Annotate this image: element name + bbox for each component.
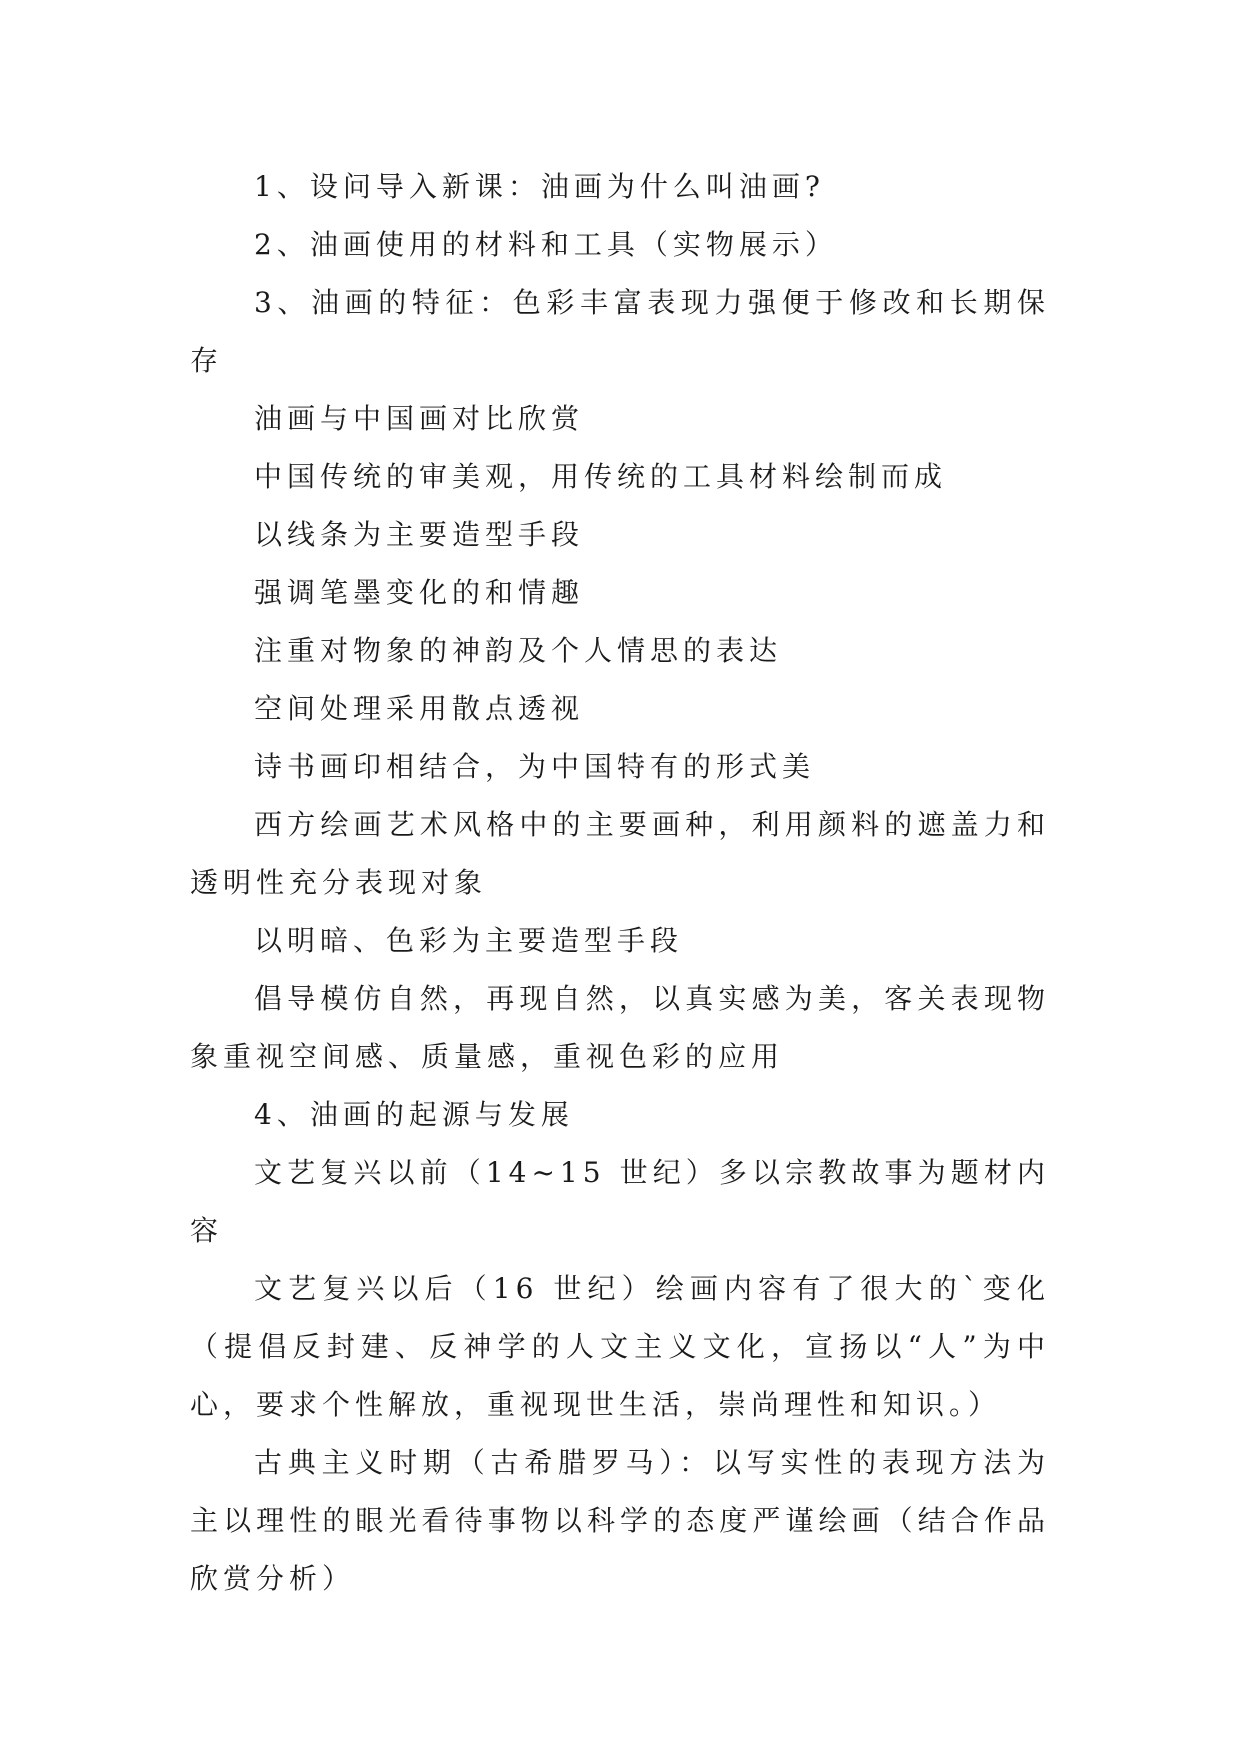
paragraph-classical-period: 古典主义时期（古希腊罗马）：以写实性的表现方法为主以理性的眼光看待事物以科学的态度严谨绘画（结合作品欣赏分析） [190, 1446, 1050, 1595]
paragraph-materials-tools: 2、油画使用的材料和工具（实物展示） [254, 228, 838, 261]
paragraph-western-painting: 西方绘画艺术风格中的主要画种，利用颜料的遮盖力和透明性充分表现对象 [190, 808, 1050, 899]
paragraph-chinese-form: 诗书画印相结合，为中国特有的形式美 [254, 750, 816, 783]
paragraph-origin-heading: 4、油画的起源与发展 [254, 1098, 574, 1131]
paragraph-comparison-heading: 油画与中国画对比欣赏 [254, 402, 585, 435]
paragraph-western-realism: 倡导模仿自然，再现自然，以真实感为美，客关表现物象重视空间感、质量感，重视色彩的应用 [190, 982, 1050, 1073]
paragraph-chinese-brushwork: 强调笔墨变化的和情趣 [254, 576, 585, 609]
paragraph-post-renaissance: 文艺复兴以后（16 世纪）绘画内容有了很大的`变化（提倡反封建、反神学的人文主义文化，宣扬以“人”为中心，要求个性解放，重视现世生活，崇尚理性和知识。） [190, 1272, 1050, 1421]
paragraph-oil-features: 3、油画的特征：色彩丰富表现力强便于修改和长期保存 [190, 286, 1050, 377]
paragraph-chinese-perspective: 空间处理采用散点透视 [254, 692, 585, 725]
paragraph-intro-question: 1、设问导入新课：油画为什么叫油画? [254, 170, 825, 203]
paragraph-chinese-aesthetics: 中国传统的审美观，用传统的工具材料绘制而成 [254, 460, 948, 493]
paragraph-chinese-spirit: 注重对物象的神韵及个人情思的表达 [254, 634, 783, 667]
paragraph-chinese-lines: 以线条为主要造型手段 [254, 518, 585, 551]
paragraph-pre-renaissance: 文艺复兴以前（14~15 世纪）多以宗教故事为题材内容 [190, 1156, 1050, 1247]
paragraph-western-shading: 以明暗、色彩为主要造型手段 [254, 924, 684, 957]
document-body [190, 158, 1050, 1608]
